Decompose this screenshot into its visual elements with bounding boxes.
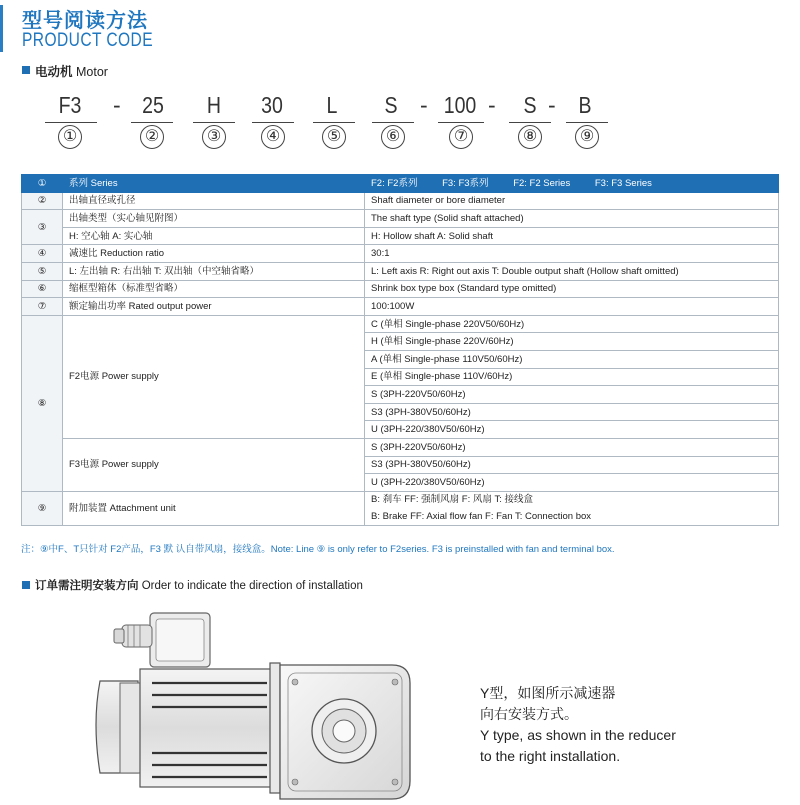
code-segment: 100: [443, 92, 477, 118]
table-row: [22, 227, 779, 245]
row-number: ①: [22, 175, 63, 193]
code-segment: B: [578, 92, 592, 118]
code-underline: [566, 122, 608, 123]
row-value: L: Left axis R: Right out axis T: Double output shaft (Hollow shaft omitted): [365, 262, 779, 280]
code-segment: 30: [261, 92, 283, 118]
table-row: [22, 245, 779, 263]
row-label: H: 空心轴 A: 实心轴: [63, 227, 365, 245]
row-value: C (单相 Single-phase 220V50/60Hz): [365, 315, 779, 333]
code-underline: [372, 122, 414, 123]
row-value: B: Brake FF: Axial flow fan F: Fan T: Connection box: [365, 508, 779, 525]
row-label: 缩框型箱体（标准型省略）: [63, 280, 365, 298]
code-underline: [252, 122, 294, 123]
row-value: Shrink box type box (Standard type omitted): [365, 280, 779, 298]
table-row: [22, 192, 779, 210]
caption-line: to the right installation.: [480, 748, 621, 764]
product-code: [0, 92, 800, 152]
title-accent-bar: [0, 5, 3, 52]
code-number: ③: [202, 125, 226, 149]
row-value: B: 刹车 FF: 强制风扇 F: 风扇 T: 接线盒: [365, 491, 779, 508]
table-header-row: [22, 175, 779, 193]
motor-title-en: Motor: [76, 65, 108, 79]
code-segment: S: [384, 92, 398, 118]
row-value: The shaft type (Solid shaft attached): [365, 210, 779, 228]
section-marker-icon: [22, 66, 30, 74]
installation-caption: [480, 683, 676, 767]
row-value: U (3PH-220/380V50/60Hz): [365, 421, 779, 439]
row-number: ⑥: [22, 280, 63, 298]
table-row: [22, 210, 779, 228]
footnote: 注：⑨中F、T只针对 F2产品，F3 默 认自带风扇，接线盒。Note: Line ⑨ is only refer to F2series. F3 is preinstalled with fan and terminal box.: [21, 544, 615, 555]
row-number: ⑦: [22, 298, 63, 316]
caption-line: 向右安装方式。: [480, 706, 578, 722]
code-segment: 25: [142, 92, 164, 118]
row-value: 30:1: [365, 245, 779, 263]
code-segment: L: [326, 92, 338, 118]
row-number: ②: [22, 192, 63, 210]
table-row: [22, 262, 779, 280]
install-title-en: Order to indicate the direction of installation: [141, 580, 363, 592]
row-value: S (3PH-220V50/60Hz): [365, 386, 779, 404]
series-option: F2: F2系列: [371, 177, 418, 189]
install-title-cn: 订单需注明安装方向: [35, 580, 139, 592]
row-label: 出轴类型（实心轴见附图）: [63, 210, 365, 228]
caption-line: Y型，如图所示减速器: [480, 685, 616, 701]
row-value: 100:100W: [365, 298, 779, 316]
motor-section-title: [35, 62, 108, 80]
row-label: 减速比 Reduction ratio: [63, 245, 365, 263]
row-label: 系列 Series: [63, 175, 365, 193]
code-number: ⑤: [322, 125, 346, 149]
series-options: [365, 175, 779, 193]
code-underline: [509, 122, 551, 123]
install-section-title: [35, 577, 363, 593]
row-number: ④: [22, 245, 63, 263]
code-number: ④: [261, 125, 285, 149]
code-underline: [438, 122, 484, 123]
row-value: S3 (3PH-380V50/60Hz): [365, 456, 779, 474]
code-number: ①: [58, 125, 82, 149]
caption-line: Y type, as shown in the reducer: [480, 727, 676, 743]
table-row: [22, 298, 779, 316]
section-marker-icon: [22, 581, 30, 589]
page-subtitle: PRODUCT CODE: [22, 30, 154, 51]
code-segment: F3: [58, 92, 82, 118]
code-segment: H: [206, 92, 222, 118]
row-number: ⑨: [22, 491, 63, 525]
row-number: ③: [22, 210, 63, 245]
table-row: [22, 280, 779, 298]
code-number: ②: [140, 125, 164, 149]
code-underline: [313, 122, 355, 123]
row-label: F3电源 Power supply: [63, 438, 365, 491]
code-dash: -: [488, 92, 496, 118]
row-number: ⑧: [22, 315, 63, 491]
row-value: E (单相 Single-phase 110V/60Hz): [365, 368, 779, 386]
code-underline: [193, 122, 235, 123]
motor-title-cn: 电动机: [35, 65, 73, 79]
code-segment: S: [523, 92, 537, 118]
row-value: S (3PH-220V50/60Hz): [365, 438, 779, 456]
row-value: S3 (3PH-380V50/60Hz): [365, 403, 779, 421]
code-number: ⑦: [449, 125, 473, 149]
row-value: A (单相 Single-phase 110V50/60Hz): [365, 350, 779, 368]
table-row: [22, 491, 779, 508]
row-label: L: 左出轴 R: 右出轴 T: 双出轴（中空轴省略）: [63, 262, 365, 280]
row-label: 额定输出功率 Rated output power: [63, 298, 365, 316]
row-value: H (单相 Single-phase 220V/60Hz): [365, 333, 779, 351]
row-label: F2电源 Power supply: [63, 315, 365, 438]
series-option: F3: F3系列: [442, 177, 489, 189]
code-number: ⑨: [575, 125, 599, 149]
code-dash: -: [420, 92, 428, 118]
row-value: U (3PH-220/380V50/60Hz): [365, 474, 779, 492]
series-option: F2: F2 Series: [513, 177, 571, 189]
code-number: ⑥: [381, 125, 405, 149]
code-dash: -: [113, 92, 121, 118]
code-dash: -: [548, 92, 556, 118]
row-number: ⑤: [22, 262, 63, 280]
row-label: 出轴直径或孔径: [63, 192, 365, 210]
row-value: H: Hollow shaft A: Solid shaft: [365, 227, 779, 245]
code-underline: [45, 122, 97, 123]
spec-table: [21, 174, 779, 526]
gear-motor-illustration: [92, 603, 482, 800]
code-underline: [131, 122, 173, 123]
row-label: 附加装置 Attachment unit: [63, 491, 365, 525]
code-number: ⑧: [518, 125, 542, 149]
row-value: Shaft diameter or bore diameter: [365, 192, 779, 210]
table-row: [22, 438, 779, 456]
series-option: F3: F3 Series: [594, 177, 652, 189]
page-title: 型号阅读方法: [22, 10, 148, 32]
table-row: [22, 315, 779, 333]
